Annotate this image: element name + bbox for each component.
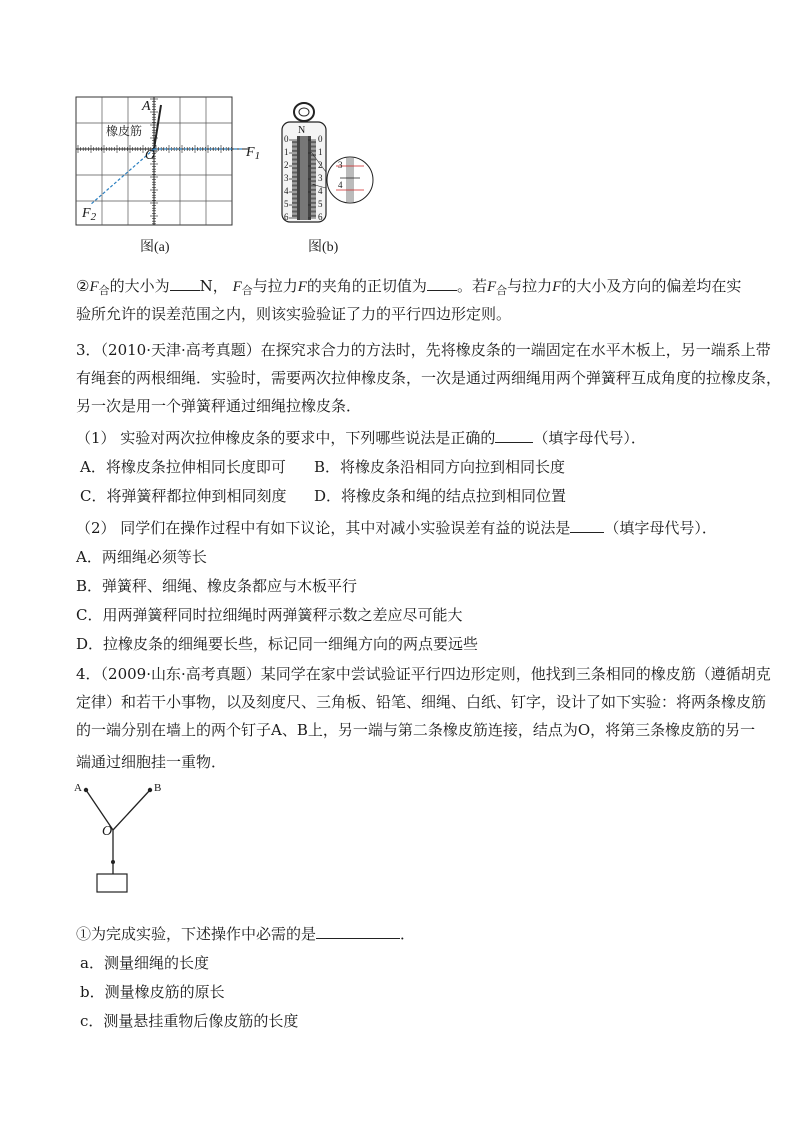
q3-sub1-option-B[interactable]: B．将橡皮条沿相同方向拉到相同长度 bbox=[314, 458, 566, 476]
answer-blank-q3-2[interactable] bbox=[570, 518, 604, 533]
scale-label-right: 4 bbox=[318, 186, 323, 196]
fig-b-caption: 图(b) bbox=[308, 240, 339, 255]
scale-label-left: 0 bbox=[284, 134, 289, 144]
fig-a-caption: 图(a) bbox=[140, 240, 170, 255]
scale-label-left: 2 bbox=[284, 160, 289, 170]
answer-blank-magnitude[interactable] bbox=[170, 276, 200, 291]
scale-label-right: 1 bbox=[318, 147, 323, 157]
q4-stem-line2: 定律）和若干小事物，以及刻度尺、三角板、铅笔、细绳、白纸、钉字，设计了如下实验：将两条橡皮筋 bbox=[76, 693, 767, 711]
q3-sub1-option-A[interactable]: A．将橡皮条拉伸相同长度即可 bbox=[80, 458, 286, 476]
q2-part2-line2: 验所允许的误差范围之内，则该实验验证了力的平行四边形定则。 bbox=[76, 305, 512, 323]
q3-stem-line2: 有绳套的两根细绳．实验时，需要两次拉伸橡皮条，一次是通过两细绳用两个弹簧秤互成角度的拉橡皮条， bbox=[76, 369, 782, 387]
q3-stem-line3: 另一次是用一个弹簧秤通过细绳拉橡皮条． bbox=[76, 397, 362, 415]
q3-stem-line1: 3．（2010·天津·高考真题）在探究求合力的方法时，先将橡皮条的一端固定在水平木板上，另一端系上带 bbox=[76, 341, 771, 359]
q3-sub2-prompt: （2） 同学们在操作过程中有如下议论，其中对减小实验误差有益的说法是 （填字母代号）． bbox=[76, 519, 717, 537]
q3-sub1-option-D[interactable]: D．将橡皮条和绳的结点拉到相同位置 bbox=[314, 487, 567, 505]
answer-blank-q3-1[interactable] bbox=[495, 428, 533, 443]
fig-c-label-A: A bbox=[74, 782, 82, 794]
scale-label-left: 4 bbox=[284, 186, 289, 196]
answer-blank-q4-1[interactable] bbox=[316, 924, 400, 939]
q3-sub1-prompt: （1） 实验对两次拉伸橡皮条的要求中，下列哪些说法是正确的 （填字母代号）． bbox=[76, 429, 646, 447]
q4-sub1-prompt: ①为完成实验，下述操作中必需的是 ． bbox=[76, 925, 416, 943]
fig-b-zoom-3: 3 bbox=[338, 160, 343, 170]
q2-part2-line1: $②F_合$的大小为 N， $F_合$与拉力F的夹角的正切值为 。若$F_合$与拉力F的大小及方向的偏差均在实 bbox=[76, 277, 742, 297]
q3-sub2-option-B[interactable]: B．弹簧秤、细绳、橡皮条都应与木板平行 bbox=[76, 577, 358, 595]
q3-sub1-option-C[interactable]: C．将弹簧秤都拉伸到相同刻度 bbox=[80, 487, 287, 505]
answer-blank-tangent[interactable] bbox=[427, 276, 457, 291]
fig-b-label-N: N bbox=[298, 125, 306, 136]
scale-label-right: 0 bbox=[318, 134, 323, 144]
scale-label-left: 5 bbox=[284, 199, 289, 209]
figure-c-hanging-weight bbox=[70, 780, 180, 900]
scale-label-left: 3 bbox=[284, 173, 289, 183]
q4-stem-line1: 4．（2009·山东·高考真题）某同学在家中尝试验证平行四边形定则，他找到三条相同的橡皮筋（遵循胡克 bbox=[76, 665, 771, 683]
fig-a-label-F1: $F_1$ bbox=[246, 145, 261, 162]
fig-a-label-rubber: 橡皮筋 bbox=[106, 124, 143, 138]
q3-sub2-option-D[interactable]: D．拉橡皮条的细绳要长些，标记同一细绳方向的两点要远些 bbox=[76, 635, 479, 653]
q4-option-c[interactable]: c．测量悬挂重物后像皮筋的长度 bbox=[80, 1012, 299, 1030]
fig-c-label-B: B bbox=[154, 782, 162, 794]
q4-option-a[interactable]: a．测量细绳的长度 bbox=[80, 954, 209, 972]
scale-label-left: 1 bbox=[284, 147, 289, 157]
q4-option-b[interactable]: b．测量橡皮筋的原长 bbox=[80, 983, 225, 1001]
scale-label-right: 5 bbox=[318, 199, 323, 209]
q4-stem-line3: 的一端分别在墙上的两个钉子A、B上，另一端与第二条橡皮筋连接，结点为O，将第三条橡皮筋的另一 bbox=[76, 721, 756, 739]
q3-sub2-option-C[interactable]: C．用两弹簧秤同时拉细绳时两弹簧秤示数之差应尽可能大 bbox=[76, 606, 463, 624]
q3-sub2-option-A[interactable]: A．两细绳必须等长 bbox=[76, 548, 207, 566]
scale-label-right: 6 bbox=[318, 212, 323, 222]
figure-a-grid-diagram bbox=[74, 95, 264, 230]
scale-label-right: 3 bbox=[318, 173, 323, 183]
fig-b-zoom-4: 4 bbox=[338, 180, 343, 190]
scale-label-left: 6 bbox=[284, 212, 289, 222]
fig-a-label-A: A bbox=[142, 99, 151, 114]
fig-c-label-O: O bbox=[102, 824, 113, 839]
scale-label-right: 2 bbox=[318, 160, 323, 170]
fig-a-label-O: O bbox=[145, 148, 156, 163]
q4-stem-line4: 端通过细胞挂一重物． bbox=[76, 753, 227, 771]
fig-a-label-F2: $F_2$ bbox=[82, 206, 97, 223]
